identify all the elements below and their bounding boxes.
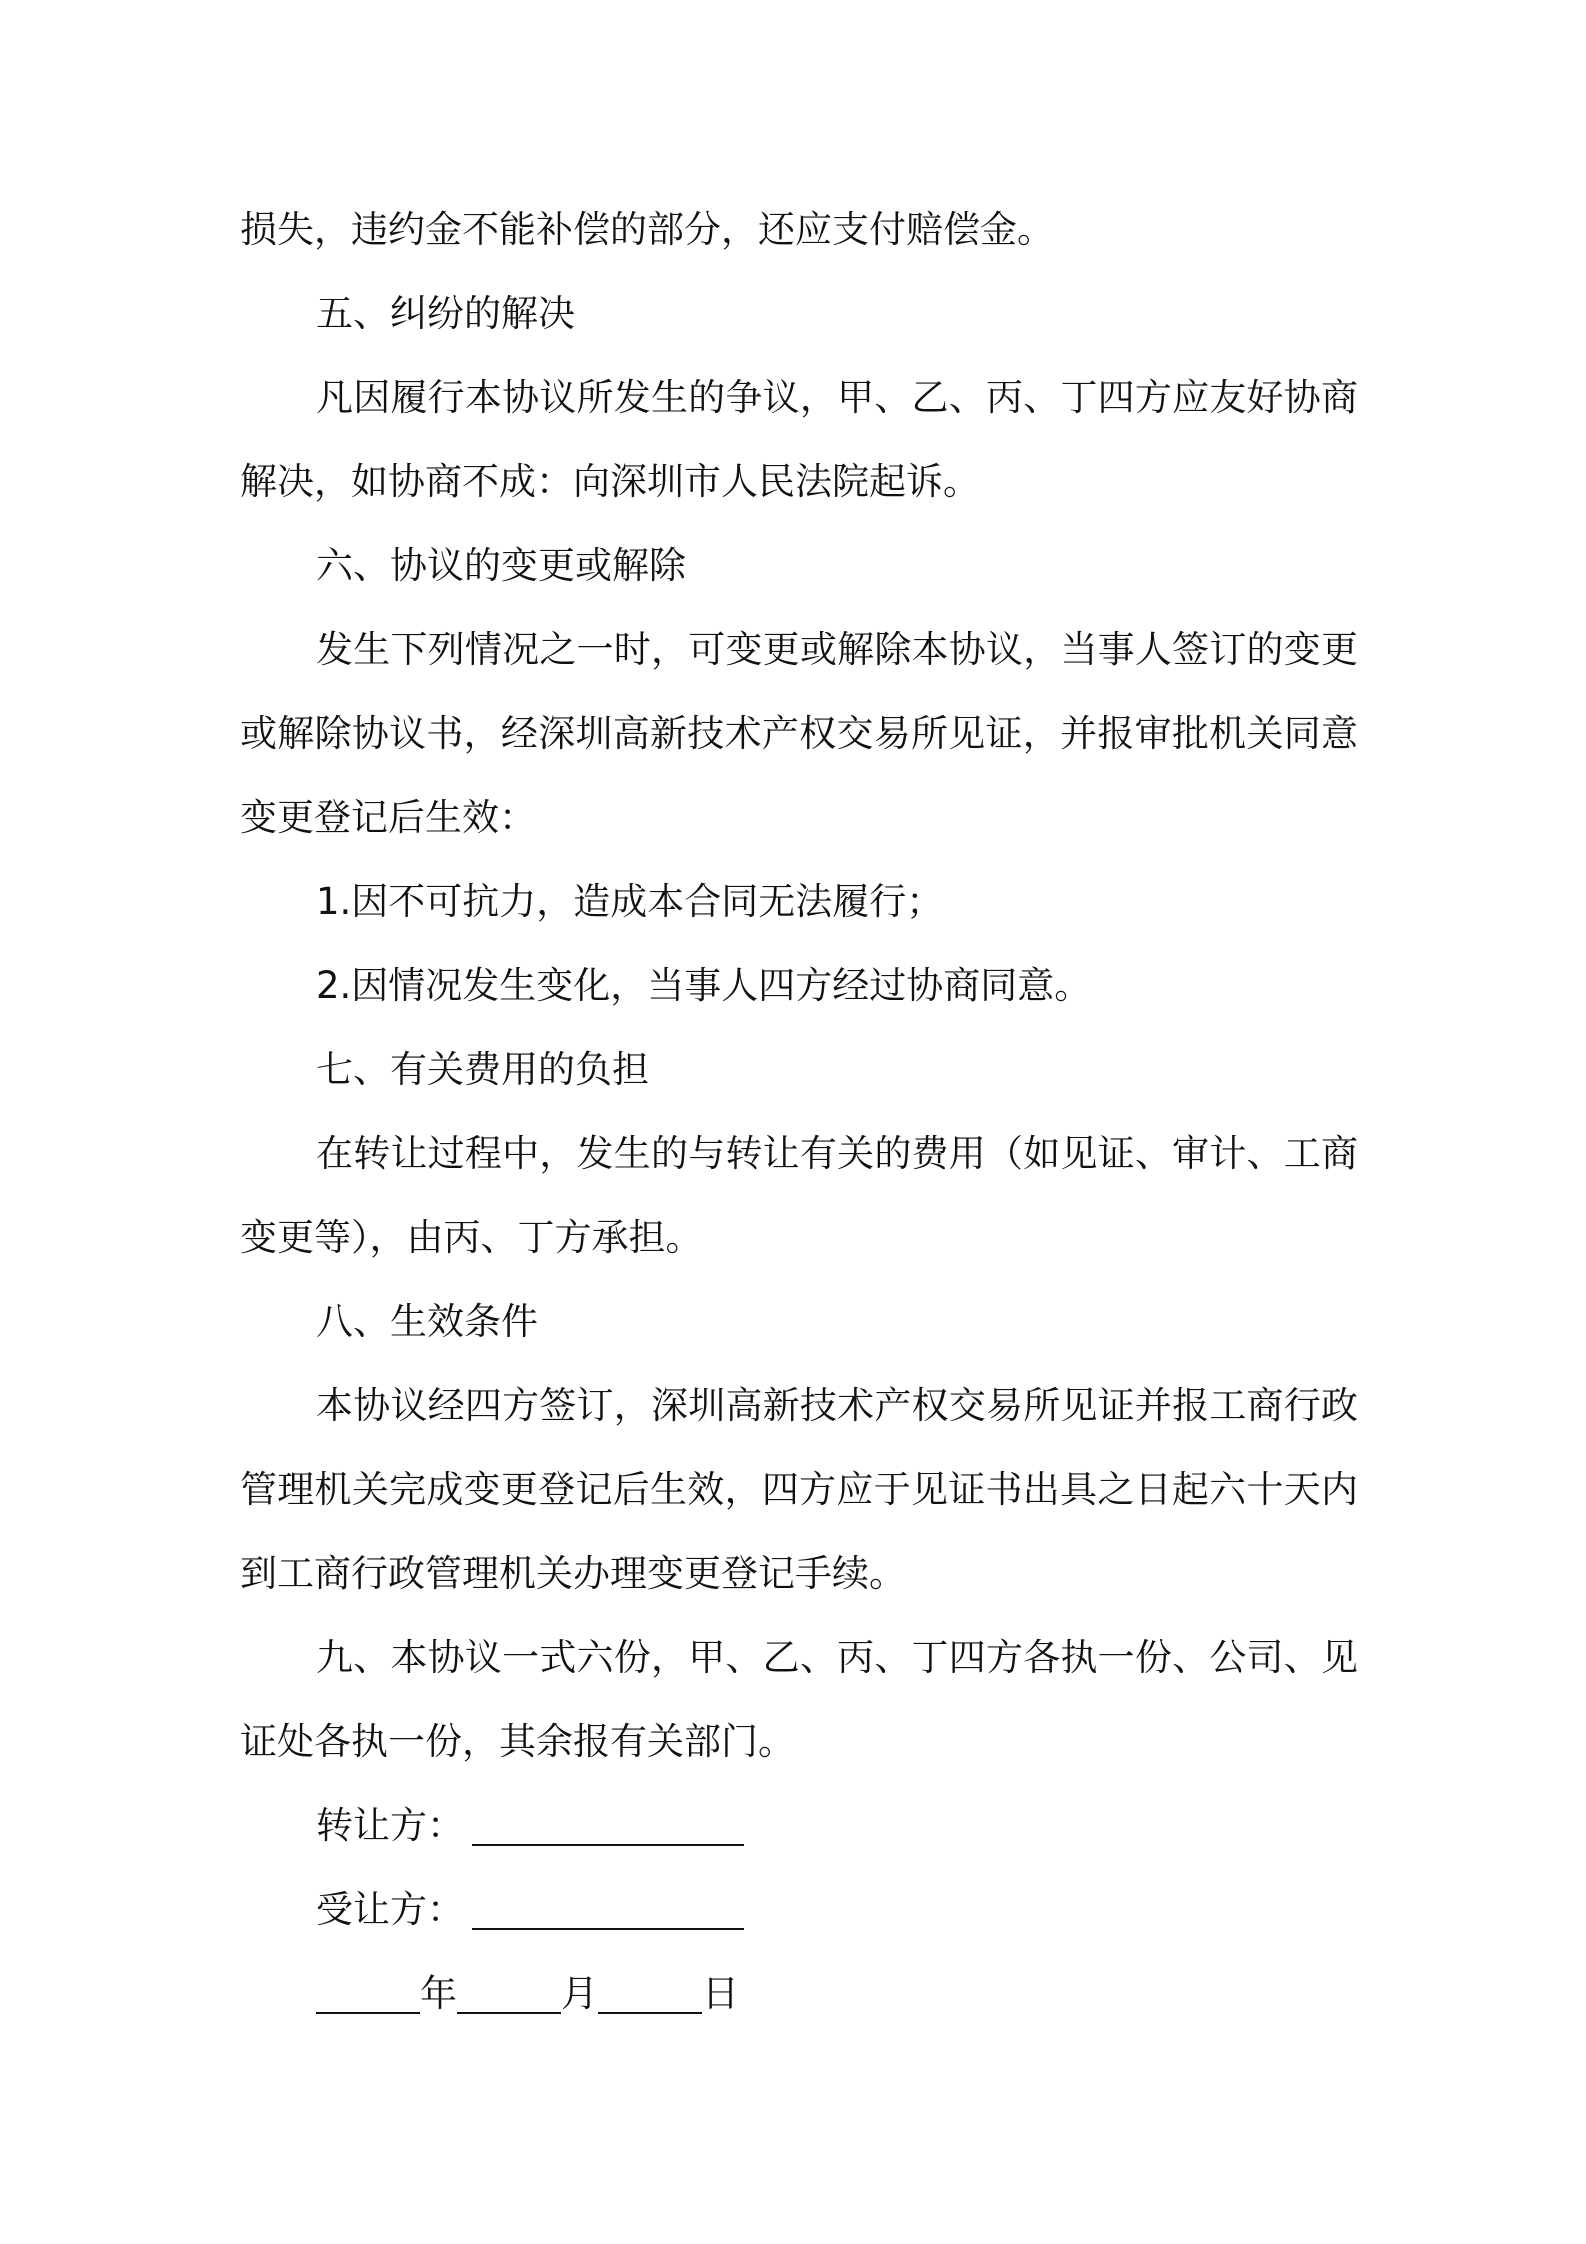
heading-expenses: 七、有关费用的负担 <box>316 1048 649 1091</box>
transferor-blank[interactable] <box>472 1808 744 1846</box>
transferee-blank[interactable] <box>472 1892 744 1930</box>
paragraph-expenses-line-2: 变更等），由丙、丁方承担。 <box>240 1216 703 1259</box>
paragraph-effective-line-3: 到工商行政管理机关办理变更登记手续。 <box>240 1552 906 1595</box>
month-blank[interactable] <box>457 1976 561 2014</box>
paragraph-change-line-3: 变更登记后生效： <box>240 796 536 839</box>
paragraph-dispute-line-2: 解决，如协商不成：向深圳市人民法院起诉。 <box>240 460 980 503</box>
list-item-circumstance-change: 2.因情况发生变化，当事人四方经过协商同意。 <box>316 964 1092 1007</box>
day-label: 日 <box>702 1972 739 2015</box>
paragraph-effective-line-2: 管理机关完成变更登记后生效，四方应于见证书出具之日起六十天内 <box>240 1468 1358 1511</box>
document-body <box>240 188 1358 2036</box>
heading-agreement-change: 六、协议的变更或解除 <box>316 544 686 587</box>
signature-transferee <box>240 1868 1358 1952</box>
paragraph-effective-line-1: 本协议经四方签订，深圳高新技术产权交易所见证并报工商行政 <box>316 1384 1358 1427</box>
year-blank[interactable] <box>316 1976 420 2014</box>
paragraph-change-line-2: 或解除协议书，经深圳高新技术产权交易所见证，并报审批机关同意 <box>240 712 1358 755</box>
month-label: 月 <box>561 1972 598 2015</box>
list-item-force-majeure: 1.因不可抗力，造成本合同无法履行； <box>316 880 944 923</box>
paragraph-change-line-1: 发生下列情况之一时，可变更或解除本协议，当事人签订的变更 <box>316 628 1358 671</box>
paragraph-copies-line-1: 九、本协议一式六份，甲、乙、丙、丁四方各执一份、公司、见 <box>316 1636 1358 1679</box>
paragraph-copies-line-2: 证处各执一份，其余报有关部门。 <box>240 1720 795 1763</box>
transferee-label: 受让方： <box>316 1888 464 1931</box>
paragraph-loss-compensation: 损失，违约金不能补偿的部分，还应支付赔偿金。 <box>240 208 1054 251</box>
day-blank[interactable] <box>598 1976 702 2014</box>
signature-transferor <box>240 1784 1358 1868</box>
heading-dispute-resolution: 五、纠纷的解决 <box>316 292 575 335</box>
signature-date <box>240 1952 1358 2036</box>
year-label: 年 <box>420 1972 457 2015</box>
transferor-label: 转让方： <box>316 1804 464 1847</box>
heading-effective-conditions: 八、生效条件 <box>316 1300 538 1343</box>
paragraph-expenses-line-1: 在转让过程中，发生的与转让有关的费用（如见证、审计、工商 <box>316 1132 1358 1175</box>
paragraph-dispute-line-1: 凡因履行本协议所发生的争议，甲、乙、丙、丁四方应友好协商 <box>316 376 1358 419</box>
